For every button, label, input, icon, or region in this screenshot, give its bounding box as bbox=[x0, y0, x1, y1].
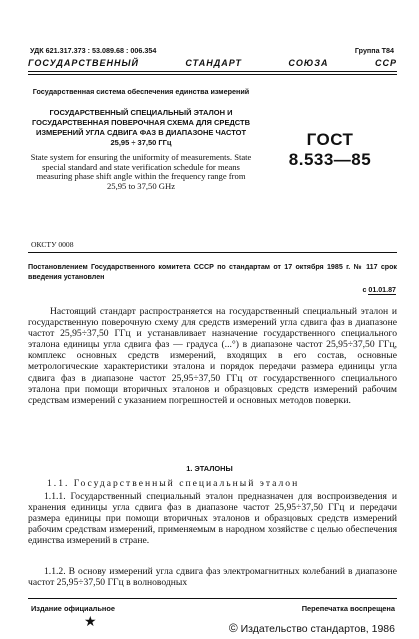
paragraph-1-1-1: 1.1.1. Государственный специальный эталон предназначен для воспроизведения и хранения единицы угла сдвига фаз в диапазоне частот 25,95÷37,50 ГГц и передачи размера единицы при помощи вторичных эталонов и образцовых средств измерений рабочим средствам измерений, применяемым в народном хозяйстве с целью обеспечения единства измерений в стране. bbox=[28, 491, 397, 547]
section-heading: 1. ЭТАЛОНЫ bbox=[186, 464, 233, 473]
group-code: Группа Т84 bbox=[354, 46, 394, 55]
official-edition-label: Издание официальное bbox=[31, 604, 116, 613]
standard-banner: ГОСУДАРСТВЕННЫЙ СТАНДАРТ СОЮЗА ССР bbox=[28, 58, 397, 68]
okstu-code: ОКСТУ 0008 bbox=[31, 240, 74, 249]
effective-date bbox=[362, 286, 396, 294]
gost-code: 8.533—85 bbox=[288, 150, 372, 169]
english-title: State system for ensuring the uniformity of measurements. State special standard and state verification schedule for means measuring phase shift angle within the frequency range from 25,95 to 37,50 GHz bbox=[30, 152, 252, 191]
gost-label: ГОСТ bbox=[306, 130, 354, 149]
paragraph-1-1-2: 1.1.2. В основу измерений угла сдвига фаз электромагнитных колебаний в диапазоне частот 25,95÷37,50 ГГц в волноводных bbox=[28, 566, 397, 589]
effective-date-prefix: с bbox=[362, 286, 367, 294]
document-title: ГОСУДАРСТВЕННЫЙ СПЕЦИАЛЬНЫЙ ЭТАЛОН И ГОСУДАРСТВЕННАЯ ПОВЕРОЧНАЯ СХЕМА ДЛЯ СРЕДСТВ ИЗМЕРЕНИЙ УГЛА СДВИГА ФАЗ В ДИАПАЗОНЕ ЧАСТОТ 25,95 ÷ 37,50 ГГц bbox=[31, 108, 251, 147]
system-name: Государственная система обеспечения единства измерений bbox=[32, 87, 250, 96]
intro-paragraph: Настоящий стандарт распространяется на государственный специальный эталон и государственную поверочную схему для средств измерений угла сдвига фаз в диапазоне частот 25,95÷37,50 ГГц и устанавливает назначение государственного специального эталона единицы угла сдвига фаз — градуса (...°) в диапазоне частот 25,95÷37,50 ГГц, комплекс основных средств измерений, входящих в его состав, основные метрологические характеристики эталона и порядок передачи размера единицы угла сдвига фаз в диапазоне частот 25,95÷37,50 ГГц от государственного специального эталона при помощи вторичных эталонов и образцовых средств измерений рабочим средствам измерений с указанием погрешностей и основных методов поверки. bbox=[28, 306, 397, 406]
banner-rule bbox=[28, 71, 397, 72]
banner-rule-thin bbox=[28, 74, 397, 75]
udk-code: УДК 621.317.373 : 53.089.68 : 006.354 bbox=[30, 46, 157, 55]
decree-text: Постановлением Государственного комитета СССР по стандартам от 17 октября 1985 г. № 117 срок введения установлен bbox=[28, 263, 397, 281]
footer-rule bbox=[28, 598, 397, 599]
copyright-icon: © bbox=[228, 621, 238, 635]
gost-number bbox=[260, 130, 400, 170]
copyright bbox=[229, 621, 395, 635]
copyright-text: Издательство стандартов, 1986 bbox=[240, 623, 395, 635]
title-rule bbox=[28, 252, 397, 253]
star-icon: ★ bbox=[84, 613, 97, 629]
effective-date-value: 01.01.87 bbox=[368, 286, 396, 294]
reprint-notice: Перепечатка воспрещена bbox=[301, 604, 395, 613]
subsection-heading: 1.1. Государственный специальный эталон bbox=[47, 478, 300, 489]
